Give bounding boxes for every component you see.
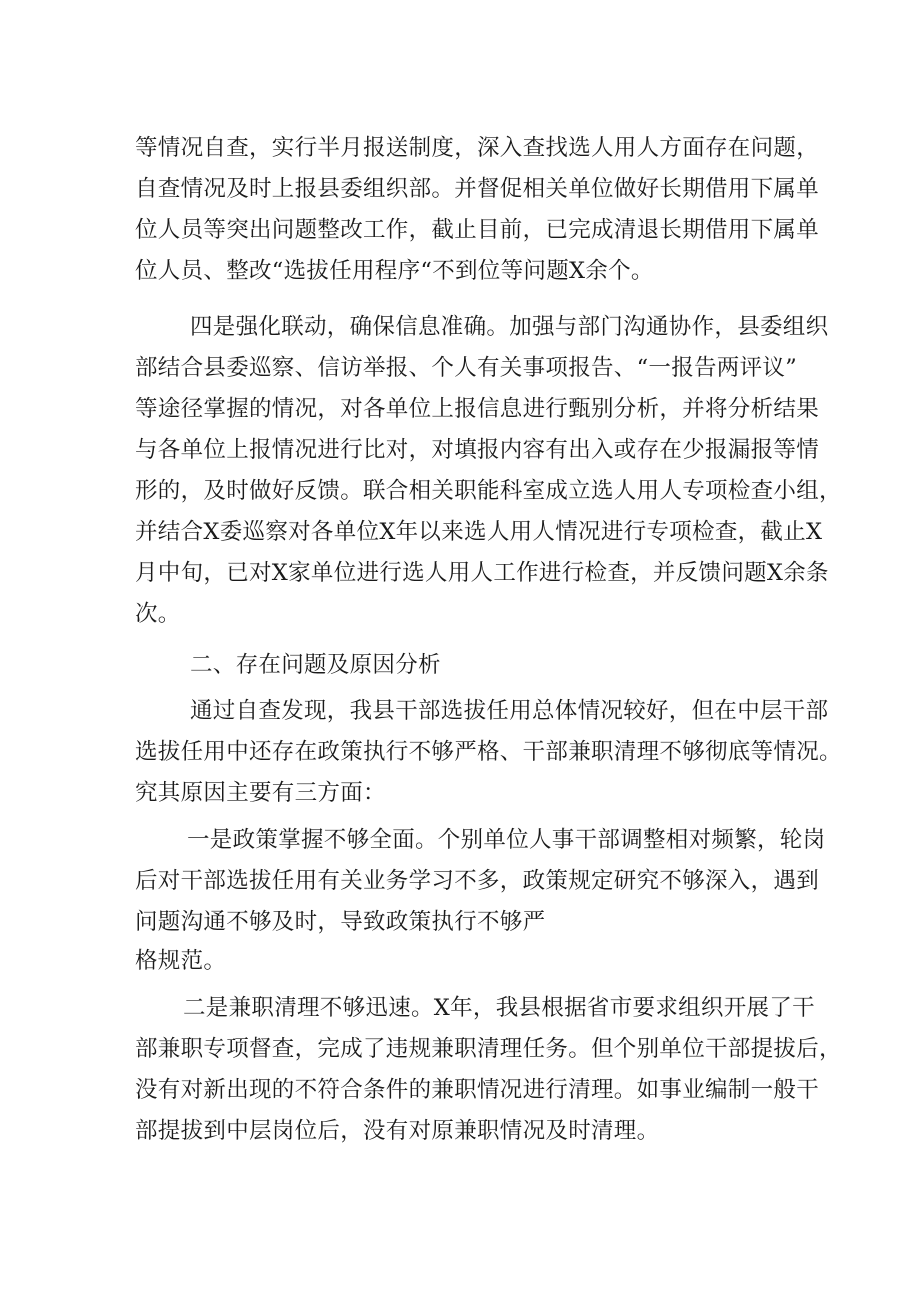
text-line-8: 与各单位上报情况进行比对，对填报内容有出入或存在少报漏报等情 (135, 437, 820, 463)
text-line-10: 并结合X委巡察对各单位X年以来选人用人情况进行专项检查，截止X (135, 519, 823, 545)
text-line-11: 月中旬，已对X家单位进行选人用人工作进行检查，并反馈问题X余条 (135, 560, 829, 586)
section-heading: 二、存在问题及原因分析 (190, 652, 441, 678)
text-line-22: 部兼职专项督查，完成了违规兼职清理任务。但个别单位干部提拔后， (135, 1036, 842, 1062)
text-line-3: 位人员等突出问题整改工作，截止目前，已完成清退长期借用下属单 (135, 217, 820, 243)
text-line-4: 位人员、整改“选拔任用程序“不到位等问题X余个。 (135, 258, 654, 284)
text-line-2: 自查情况及时上报县委组织部。并督促相关单位做好长期借用下属单 (135, 176, 820, 202)
text-line-1: 等情况自查，实行半月报送制度，深入查找选人用人方面存在问题， (135, 135, 820, 161)
text-line-5: 四是强化联动，确保信息准确。加强与部门沟通协作，县委组织 (190, 314, 829, 340)
text-line-9: 形的，及时做好反馈。联合相关职能科室成立选人用人专项检查小组， (135, 478, 842, 504)
text-line-23: 没有对新出现的不符合条件的兼职情况进行清理。如事业编制一般干 (135, 1077, 820, 1103)
text-line-19: 问题沟通不够及时，导致政策执行不够严 (135, 909, 546, 935)
text-line-15: 选拔任用中还存在政策执行不够严格、干部兼职清理不够彻底等情况。 (135, 739, 842, 765)
text-line-6: 部结合县委巡察、信访举报、个人有关事项报告、“一报告两评议” (135, 355, 798, 381)
text-line-24: 部提拔到中层岗位后，没有对原兼职情况及时清理。 (135, 1118, 660, 1144)
text-line-20: 格规范。 (135, 948, 227, 974)
text-line-21: 二是兼职清理不够迅速。X年，我县根据省市要求组织开展了干 (183, 995, 815, 1021)
text-line-17: 一是政策掌握不够全面。个别单位人事干部调整相对频繁，轮岗 (187, 827, 826, 853)
text-line-7: 等途径掌握的情况，对各单位上报信息进行甄别分析，并将分析结果 (135, 396, 820, 422)
text-line-12: 次。 (135, 601, 181, 627)
text-line-16: 究其原因主要有三方面： (135, 780, 386, 806)
text-line-14: 通过自查发现，我县干部选拔任用总体情况较好，但在中层干部 (190, 698, 829, 724)
text-line-18: 后对干部选拔任用有关业务学习不多，政策规定研究不够深入，遇到 (135, 868, 820, 894)
